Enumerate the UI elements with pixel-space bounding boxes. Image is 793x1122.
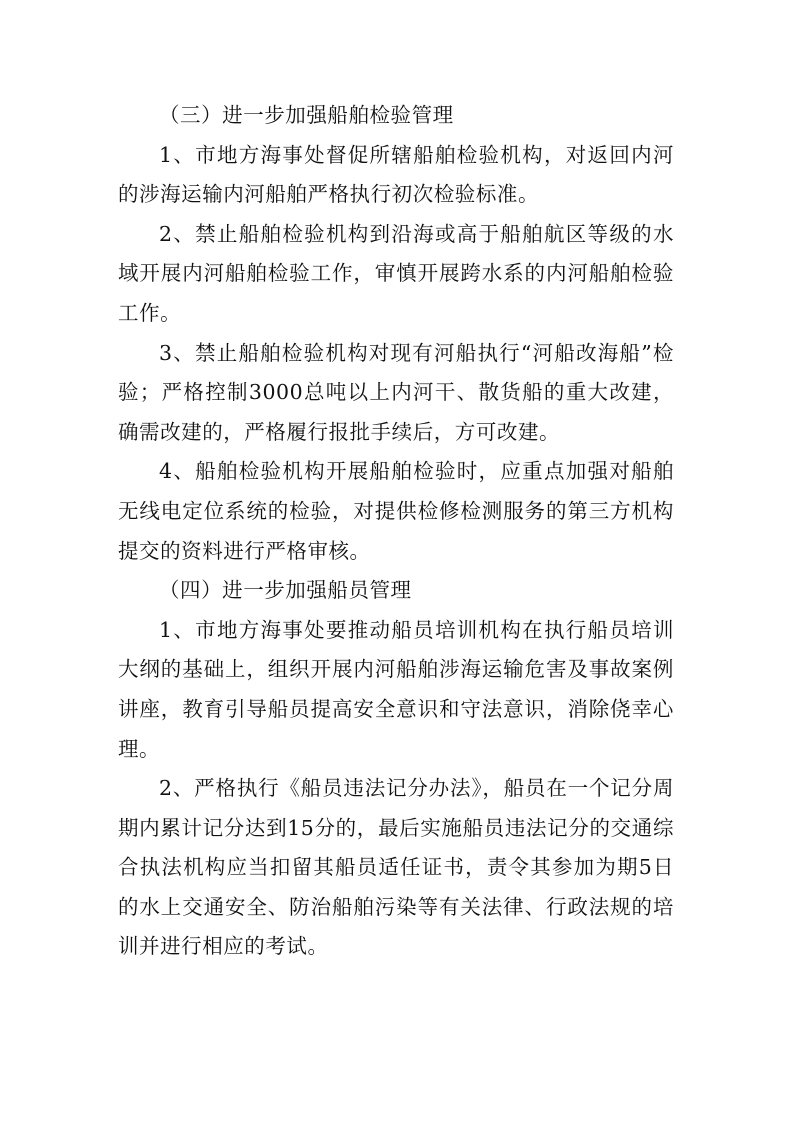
section-3-item-4: 4、船舶检验机构开展船舶检验时，应重点加强对船舶无线电定位系统的检验，对提供检修检测服务的第三方机构提交的资料进行严格审核。 xyxy=(118,459,674,563)
section-4-item-2: 2、严格执行《船员违法记分办法》，船员在一个记分周期内累计记分达到15分的，最后实施船员违法记分的交通综合执法机构应当扣留其船员适任证书，责令其参加为期5日的水上交通安全、防治船舶污染等有关法律、行政法规的培训并进行相应的考试。 xyxy=(118,776,674,959)
section-3-item-2: 2、禁止船舶检验机构到沿海或高于船舶航区等级的水域开展内河船舶检验工作，审慎开展跨水系的内河船舶检验工作。 xyxy=(118,221,674,325)
document-page xyxy=(118,96,674,967)
section-heading-3: （三）进一步加强船舶检验管理 xyxy=(159,103,454,127)
section-heading-4: （四）进一步加强船员管理 xyxy=(159,578,412,603)
section-3-item-3: 3、禁止船舶检验机构对现有河船执行“河船改海船”检验；严格控制3000总吨以上内河干、散货船的重大改建，确需改建的，严格履行报批手续后，方可改建。 xyxy=(118,340,674,444)
section-4-item-1: 1、市地方海事处要推动船员培训机构在执行船员培训大纲的基础上，组织开展内河船舶涉海运输危害及事故案例讲座，教育引导船员提高安全意识和守法意识，消除侥幸心理。 xyxy=(118,617,674,761)
section-3-item-1: 1、市地方海事处督促所辖船舶检验机构，对返回内河的涉海运输内河船舶严格执行初次检验标准。 xyxy=(118,142,674,207)
